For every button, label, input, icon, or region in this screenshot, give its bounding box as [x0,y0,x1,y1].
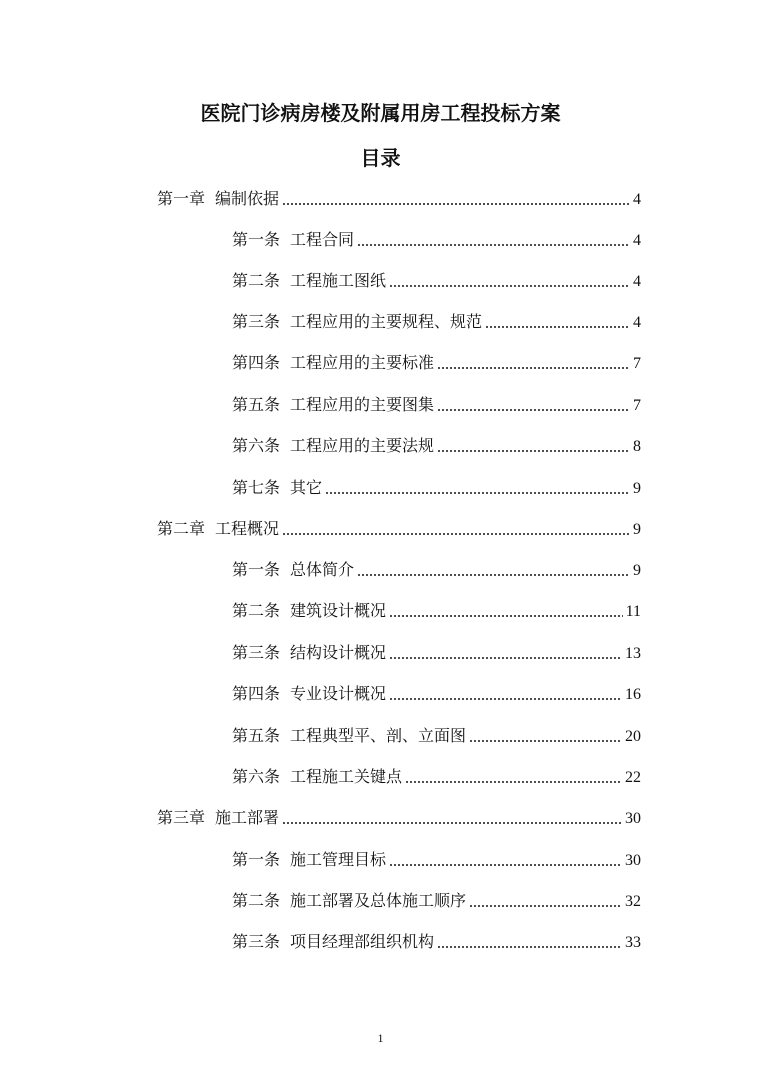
toc-page: 9 [633,562,641,579]
toc-number: 第一条 [232,850,281,869]
toc-page: 30 [625,810,641,827]
toc-page: 4 [633,232,641,249]
toc-leader [405,780,622,784]
toc-entry-article [232,930,641,954]
toc-text: 施工部署 [215,808,280,827]
toc-leader [282,202,630,206]
toc-text: 工程施工关键点 [290,767,403,786]
toc-text: 建筑设计概况 [290,601,387,620]
toc-number: 第二章 [157,519,206,538]
toc-leader [437,449,630,453]
toc-entry-article [232,682,641,706]
toc-leader [389,614,623,618]
toc-number: 第七条 [232,478,281,497]
toc-leader [389,863,622,867]
toc-leader [357,243,630,247]
toc-leader [389,656,622,660]
toc-page: 30 [625,852,641,869]
toc-page: 32 [625,893,641,910]
toc-text: 编制依据 [215,189,280,208]
toc-text: 工程施工图纸 [290,271,387,290]
toc-text: 项目经理部组织机构 [290,932,435,951]
toc-number: 第二条 [232,891,281,910]
toc-text: 结构设计概况 [290,643,387,662]
toc-leader [282,821,622,825]
toc-text: 专业设计概况 [290,684,387,703]
toc-number: 第四条 [232,353,281,372]
toc-number: 第六条 [232,436,281,455]
toc-number: 第一章 [157,189,206,208]
toc-number: 第一条 [232,230,281,249]
toc-page: 22 [625,769,641,786]
toc-leader [437,408,630,412]
toc-entry-article [232,310,641,334]
toc-number: 第三条 [232,312,281,331]
toc-page: 7 [633,397,641,414]
toc-entry-article [232,476,641,500]
toc-entry-article [232,889,641,913]
toc-text: 施工管理目标 [290,850,387,869]
toc-leader [437,945,622,949]
toc-entry-article [232,599,641,623]
toc-number: 第一条 [232,560,281,579]
toc-number: 第二条 [232,601,281,620]
toc-page: 9 [633,521,641,538]
page-number: 1 [377,1031,384,1045]
toc-leader [282,532,630,536]
toc-entry-article [232,765,641,789]
toc-number: 第五条 [232,395,281,414]
toc-page: 9 [633,480,641,497]
toc-number: 第五条 [232,726,281,745]
toc-leader [485,325,630,329]
toc-entry-article [232,558,641,582]
toc-page: 8 [633,438,641,455]
toc-entry-article [232,351,641,375]
toc-page: 4 [633,314,641,331]
toc-leader [469,904,622,908]
toc-page: 11 [625,603,641,620]
toc-number: 第三条 [232,643,281,662]
toc-page: 13 [625,645,641,662]
toc-page: 33 [625,934,641,951]
toc-page: 16 [625,686,641,703]
toc-page: 4 [633,273,641,290]
toc-number: 第三条 [232,932,281,951]
toc-page: 20 [625,728,641,745]
toc-entry-article [232,641,641,665]
toc-leader [469,739,622,743]
toc-entry-chapter [157,517,641,541]
toc-number: 第二条 [232,271,281,290]
toc-entry-article [232,724,641,748]
toc-text: 其它 [290,478,323,497]
toc-number: 第六条 [232,767,281,786]
toc-heading: 目录 [360,146,401,170]
toc-leader [389,697,622,701]
toc-leader [437,366,630,370]
toc-entry-article [232,434,641,458]
toc-text: 工程合同 [290,230,355,249]
toc-entry-chapter [157,806,641,830]
toc-leader [357,573,630,577]
toc-text: 工程应用的主要法规 [290,436,435,455]
toc-entry-article [232,228,641,252]
toc-page: 4 [633,191,641,208]
toc-leader [389,284,630,288]
toc-text: 工程典型平、剖、立面图 [290,726,467,745]
toc-number: 第四条 [232,684,281,703]
toc-text: 工程应用的主要图集 [290,395,435,414]
toc-text: 工程概况 [215,519,280,538]
toc-text: 总体简介 [290,560,355,579]
toc-text: 工程应用的主要规程、规范 [290,312,483,331]
toc-text: 施工部署及总体施工顺序 [290,891,467,910]
toc-text: 工程应用的主要标准 [290,353,435,372]
toc-entry-chapter [157,187,641,211]
toc-entry-article [232,393,641,417]
document-title: 医院门诊病房楼及附属用房工程投标方案 [200,101,561,125]
toc-entry-article [232,269,641,293]
toc-entry-article [232,848,641,872]
toc-page: 7 [633,355,641,372]
toc-number: 第三章 [157,808,206,827]
toc-leader [325,491,630,495]
